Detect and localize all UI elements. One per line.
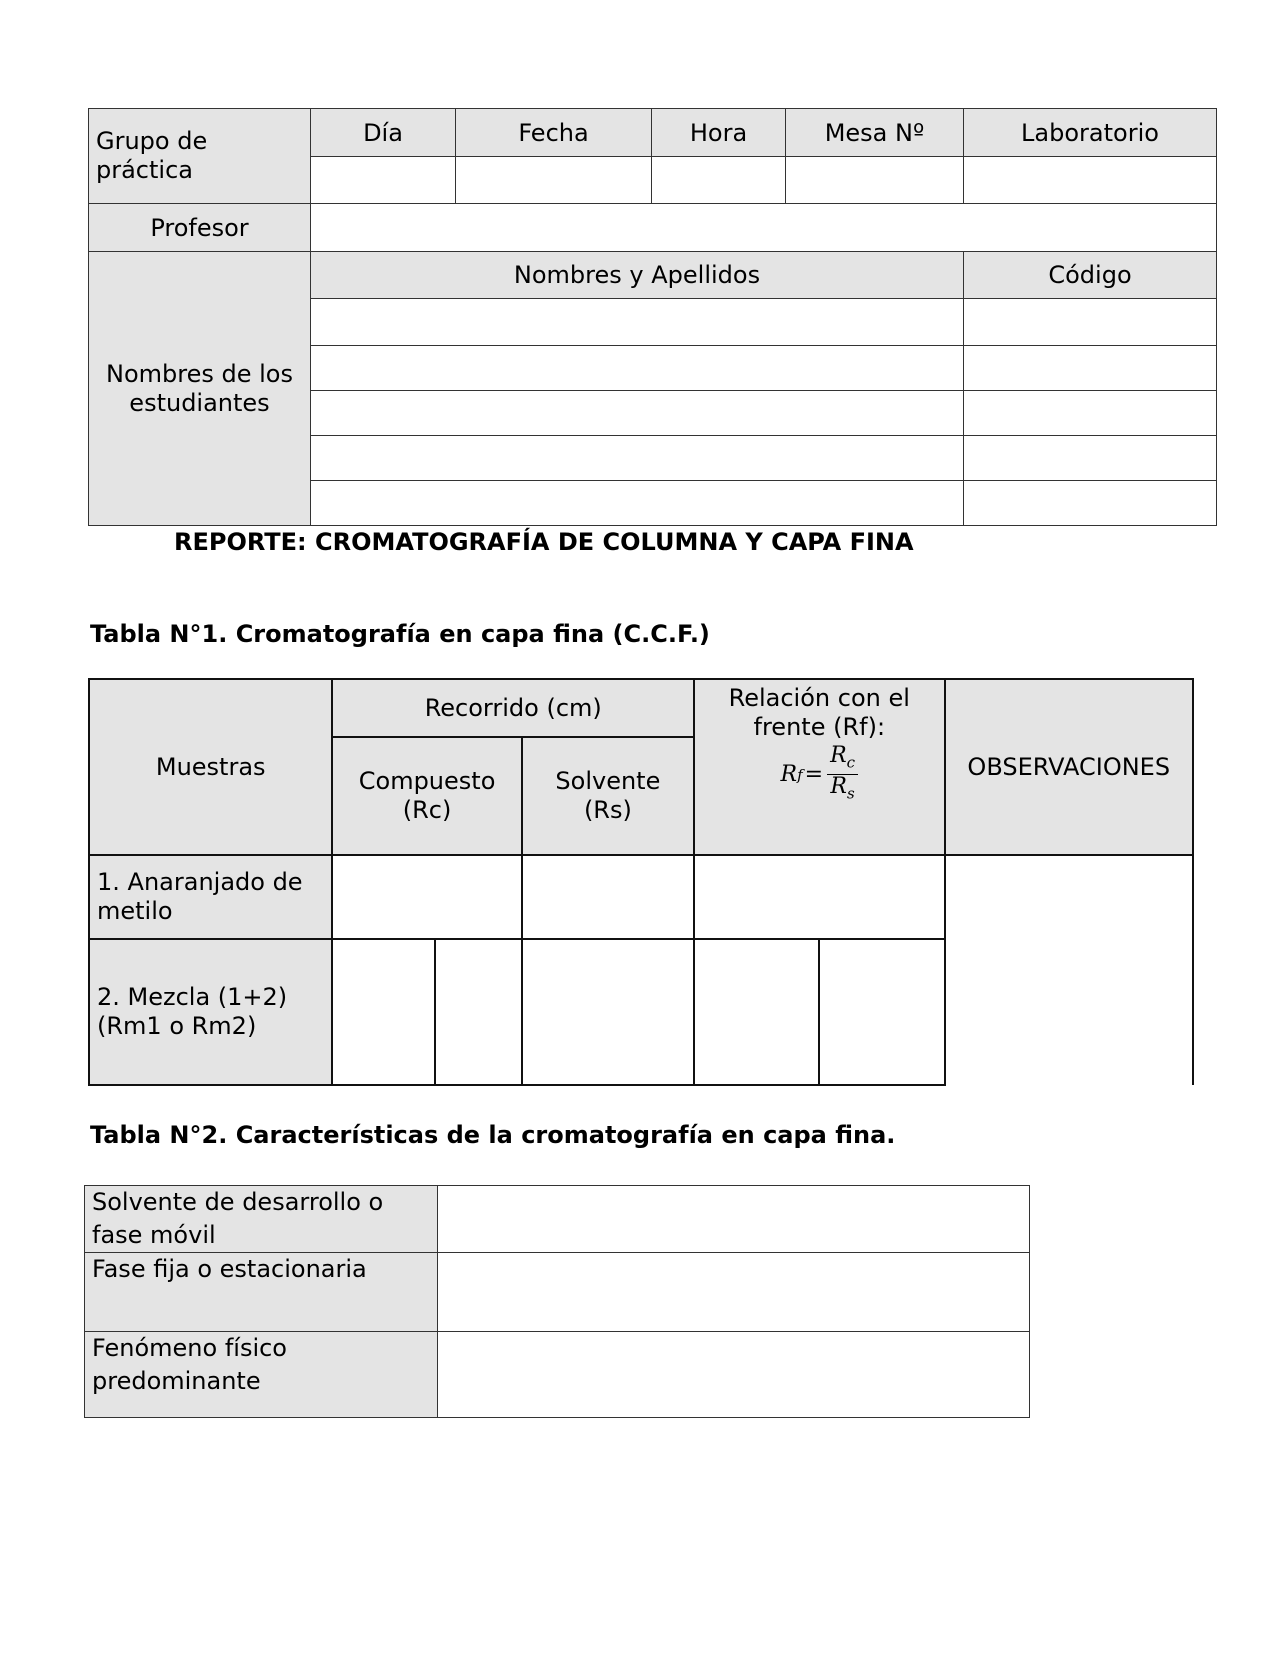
student-name-field[interactable] xyxy=(311,481,964,526)
laboratorio-field[interactable] xyxy=(964,157,1217,204)
table1-caption: Tabla N°1. Cromatografía en capa fina (C.C.F.) xyxy=(90,620,710,648)
group-label: Grupo de práctica xyxy=(89,109,311,204)
student-name-field[interactable] xyxy=(311,299,964,346)
compound-header: Compuesto (Rc) xyxy=(332,737,521,855)
row1-rf-field[interactable] xyxy=(694,855,944,939)
col-hora: Hora xyxy=(652,109,786,157)
student-name-field[interactable] xyxy=(311,346,964,391)
professor-field[interactable] xyxy=(311,204,1217,252)
mobile-phase-field[interactable] xyxy=(438,1186,1030,1253)
ratio-header xyxy=(694,679,944,855)
tlc-table xyxy=(88,678,1194,1086)
samples-header: Muestras xyxy=(89,679,332,855)
row2-label: 2. Mezcla (1+2) (Rm1 o Rm2) xyxy=(89,939,332,1085)
dia-field[interactable] xyxy=(311,157,456,204)
row2-rf-field-1[interactable] xyxy=(694,939,819,1085)
stationary-phase-label: Fase fija o estacionaria xyxy=(85,1253,438,1332)
stationary-phase-field[interactable] xyxy=(438,1253,1030,1332)
table2-caption: Tabla N°2. Características de la cromatografía en capa fina. xyxy=(90,1121,896,1149)
header-table xyxy=(88,108,1217,526)
row2-compound-field-1[interactable] xyxy=(332,939,434,1085)
students-label: Nombres de los estudiantes xyxy=(89,252,311,526)
hora-field[interactable] xyxy=(652,157,786,204)
physical-phenomenon-label: Fenómeno físico predominante xyxy=(85,1332,438,1418)
col-mesa: Mesa Nº xyxy=(786,109,964,157)
report-title: REPORTE: CROMATOGRAFÍA DE COLUMNA Y CAPA FINA xyxy=(174,528,914,556)
mobile-phase-label: Solvente de desarrollo o fase móvil xyxy=(85,1186,438,1253)
solvent-header: Solvente (Rs) xyxy=(522,737,694,855)
student-code-field[interactable] xyxy=(964,391,1217,436)
student-code-field[interactable] xyxy=(964,299,1217,346)
observations-field[interactable] xyxy=(945,855,1194,1085)
col-fecha: Fecha xyxy=(456,109,652,157)
student-code-field[interactable] xyxy=(964,346,1217,391)
student-name-field[interactable] xyxy=(311,436,964,481)
mesa-field[interactable] xyxy=(786,157,964,204)
characteristics-table xyxy=(84,1185,1030,1418)
col-dia: Día xyxy=(311,109,456,157)
rf-formula: R f = $\frac{R_c}{R_s}$ xyxy=(780,744,858,806)
travel-header: Recorrido (cm) xyxy=(332,679,694,737)
row2-solvent-field[interactable] xyxy=(522,939,694,1085)
code-header: Código xyxy=(964,252,1217,299)
student-code-field[interactable] xyxy=(964,481,1217,526)
professor-label: Profesor xyxy=(89,204,311,252)
row2-rf-field-2[interactable] xyxy=(819,939,944,1085)
student-code-field[interactable] xyxy=(964,436,1217,481)
ratio-header-text: Relación con el frente (Rf): xyxy=(728,684,910,741)
observations-header: OBSERVACIONES xyxy=(945,679,1194,855)
student-name-field[interactable] xyxy=(311,391,964,436)
names-header: Nombres y Apellidos xyxy=(311,252,964,299)
row1-solvent-field[interactable] xyxy=(522,855,694,939)
col-laboratorio: Laboratorio xyxy=(964,109,1217,157)
row1-label: 1. Anaranjado de metilo xyxy=(89,855,332,939)
row1-compound-field[interactable] xyxy=(332,855,521,939)
row2-compound-field-2[interactable] xyxy=(435,939,522,1085)
physical-phenomenon-field[interactable] xyxy=(438,1332,1030,1418)
fecha-field[interactable] xyxy=(456,157,652,204)
